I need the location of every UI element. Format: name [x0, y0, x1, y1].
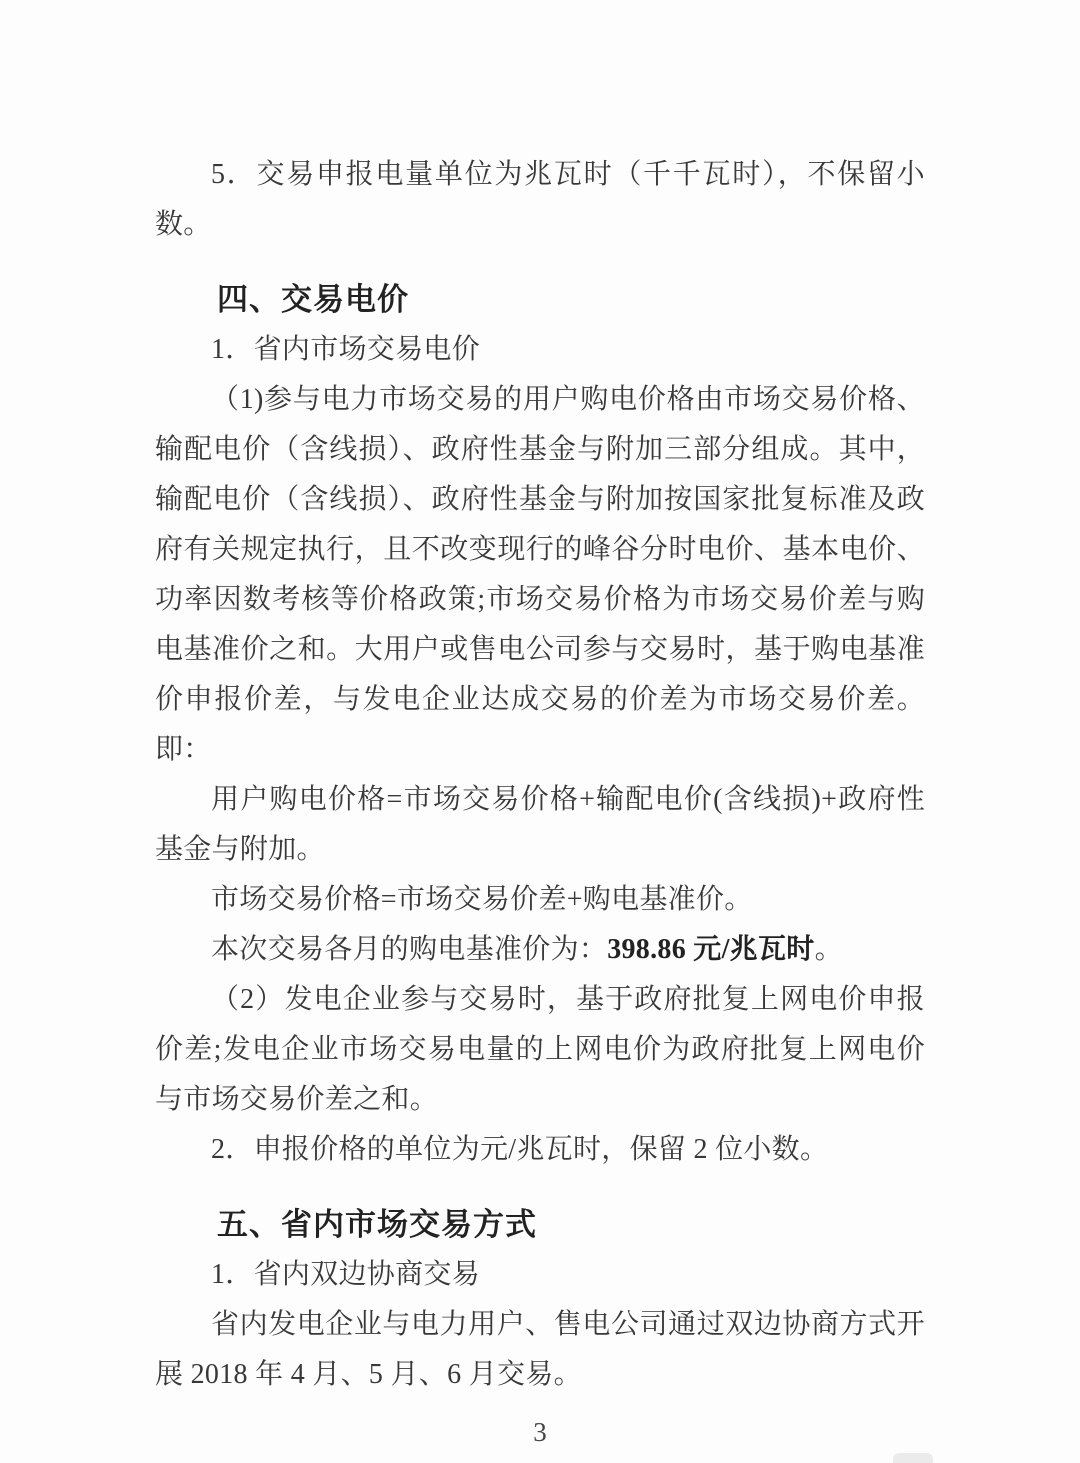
base-price-prefix: 本次交易各月的购电基准价为：	[211, 934, 608, 965]
base-price-suffix: 。	[814, 934, 843, 965]
section-heading-4: 四、交易电价	[217, 282, 409, 317]
base-price-value: 398.86 元/兆瓦时	[607, 934, 815, 965]
paragraph-item1-title: 1．省内市场交易电价	[211, 334, 481, 365]
section-heading-5: 五、省内市场交易方式	[217, 1207, 537, 1242]
paragraph-base-price	[155, 925, 925, 975]
page-footer	[0, 1407, 1080, 1457]
paragraph-unit-note: 5．交易申报电量单位为兆瓦时（千千瓦时），不保留小数。	[155, 159, 925, 240]
paragraph-item1-sub1: （1)参与电力市场交易的用户购电价格由市场交易价格、输配电价（含线损）、政府性基金与附加三部分组成。其中，输配电价（含线损）、政府性基金与附加按国家批复标准及政府有关规定执行，且不改变现行的峰谷分时电价、基本电价、功率因数考核等价格政策;市场交易价格为市场交易价差与购电基准价之和。大用户或售电公司参与交易时，基于购电基准价申报价差，与发电企业达成交易的价差为市场交易价差。即：	[155, 384, 925, 765]
scan-artifact	[893, 1453, 933, 1463]
paragraph-item1-sub2: （2）发电企业参与交易时，基于政府批复上网电价申报价差;发电企业市场交易电量的上网电价为政府批复上网电价与市场交易价差之和。	[155, 984, 925, 1115]
paragraph-item2: 2．申报价格的单位为元/兆瓦时，保留 2 位小数。	[211, 1134, 829, 1165]
formula-user-price: 用户购电价格=市场交易价格+输配电价(含线损)+政府性基金与附加。	[155, 784, 925, 865]
paragraph-s5-item1: 1．省内双边协商交易	[211, 1259, 481, 1290]
paragraph-s5-body: 省内发电企业与电力用户、售电公司通过双边协商方式开展 2018 年 4 月、5 月、6 月交易。	[155, 1309, 925, 1390]
document-content	[155, 150, 925, 1400]
page-number: 3	[533, 1417, 547, 1447]
formula-market-price: 市场交易价格=市场交易价差+购电基准价。	[211, 884, 753, 915]
